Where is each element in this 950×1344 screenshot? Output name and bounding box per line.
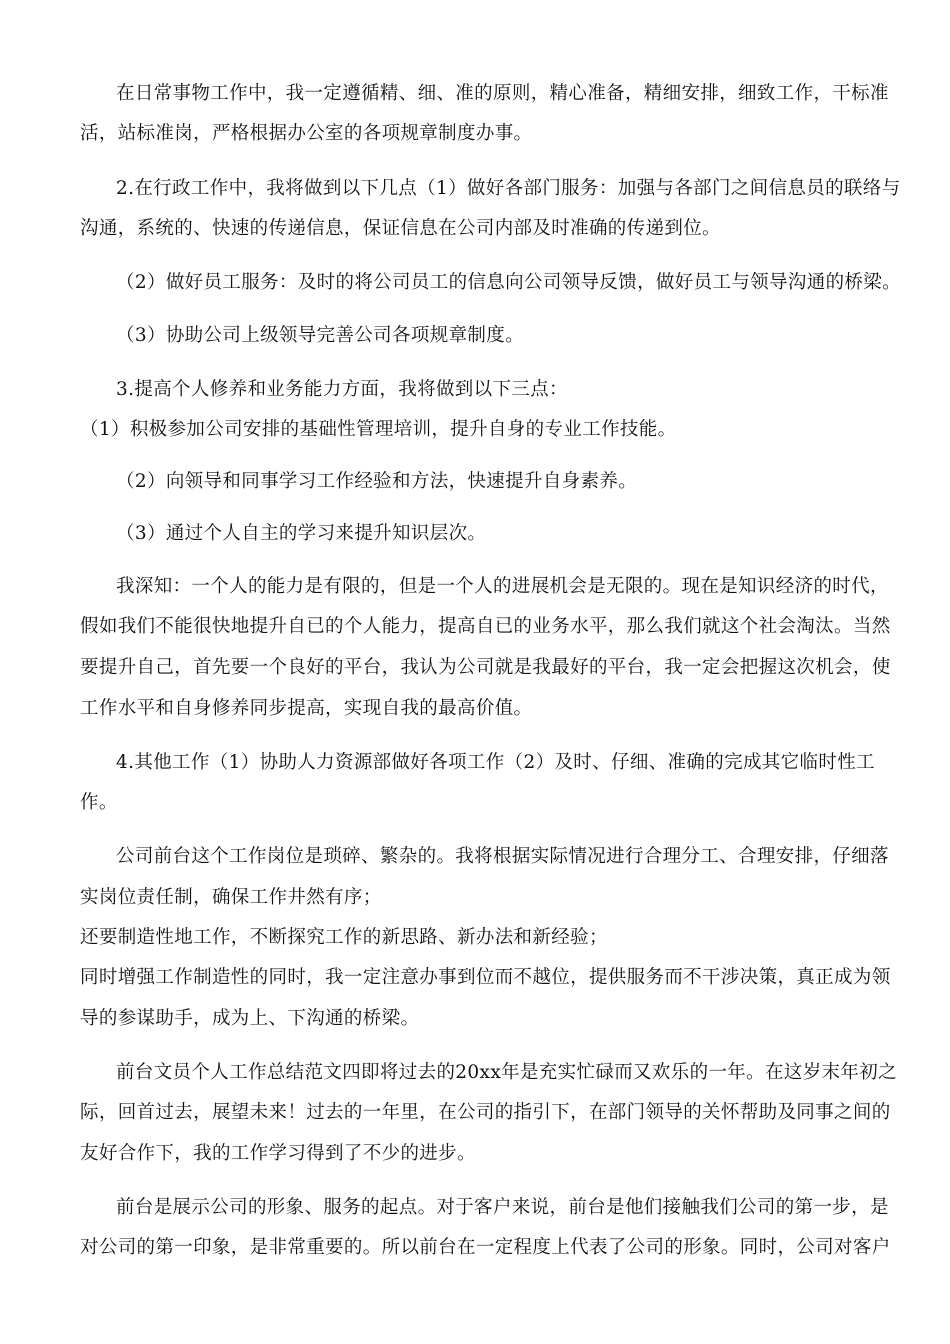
text-line-10: （3）通过个人自主的学习来提升知识层次。 — [116, 523, 487, 544]
text-line-1: 在日常事物工作中，我一定遵循精、细、准的原则，精心准备，精细安排，细致工作，干标准 — [116, 83, 889, 104]
text-line-14: 工作水平和自身修养同步提高，实现自我的最高价值。 — [80, 698, 533, 719]
text-line-13: 要提升自己，首先要一个良好的平台，我认为公司就是我最好的平台，我一定会把握这次机会，使 — [80, 657, 891, 678]
text-line-3: 2.在行政工作中，我将做到以下几点（1）做好各部门服务：加强与各部门之间信息员的联络与 — [116, 178, 901, 199]
text-line-20: 同时增强工作制造性的同时，我一定注意办事到位而不越位，提供服务而不干涉决策，真正成为领 — [80, 967, 891, 988]
text-line-18: 实岗位责任制，确保工作井然有序； — [80, 887, 382, 908]
text-line-17: 公司前台这个工作岗位是琐碎、繁杂的。我将根据实际情况进行合理分工、合理安排，仔细落 — [116, 846, 889, 867]
text-line-5: （2）做好员工服务：及时的将公司员工的信息向公司领导反馈，做好员工与领导沟通的桥梁。 — [116, 272, 901, 293]
text-line-9: （2）向领导和同事学习工作经验和方法，快速提升自身素养。 — [116, 471, 638, 492]
text-line-25: 前台是展示公司的形象、服务的起点。对于客户来说，前台是他们接触我们公司的第一步，是 — [116, 1197, 889, 1218]
text-line-11: 我深知：一个人的能力是有限的，但是一个人的进展机会是无限的。现在是知识经济的时代， — [116, 576, 889, 597]
text-line-4: 沟通，系统的、快速的传递信息，保证信息在公司内部及时准确的传递到位。 — [80, 218, 721, 239]
text-line-22: 前台文员个人工作总结范文四即将过去的20xx年是充实忙碌而又欢乐的一年。在这岁末年初之 — [116, 1062, 897, 1083]
text-line-19: 还要制造性地工作，不断探究工作的新思路、新办法和新经验； — [80, 927, 608, 948]
text-line-8: （1）积极参加公司安排的基础性管理培训，提升自身的专业工作技能。 — [80, 419, 677, 440]
text-line-24: 友好合作下，我的工作学习得到了不少的进步。 — [80, 1143, 476, 1164]
text-line-15: 4.其他工作（1）协助人力资源部做好各项工作（2）及时、仔细、准确的完成其它临时性工 — [116, 752, 875, 773]
text-line-21: 导的参谋助手，成为上、下沟通的桥梁。 — [80, 1008, 420, 1029]
text-line-26: 对公司的第一印象，是非常重要的。所以前台在一定程度上代表了公司的形象。同时，公司对客户 — [80, 1237, 891, 1258]
text-line-16: 作。 — [80, 792, 118, 813]
text-line-7: 3.提高个人修养和业务能力方面，我将做到以下三点： — [116, 379, 568, 400]
text-line-2: 活，站标准岗，严格根据办公室的各项规章制度办事。 — [80, 123, 533, 144]
text-line-12: 假如我们不能很快地提升自已的个人能力，提高自已的业务水平，那么我们就这个社会淘汰。当然 — [80, 616, 891, 637]
text-line-23: 际，回首过去，展望未来！过去的一年里，在公司的指引下，在部门领导的关怀帮助及同事之间的 — [80, 1102, 891, 1123]
text-line-6: （3）协助公司上级领导完善公司各项规章制度。 — [116, 325, 524, 346]
